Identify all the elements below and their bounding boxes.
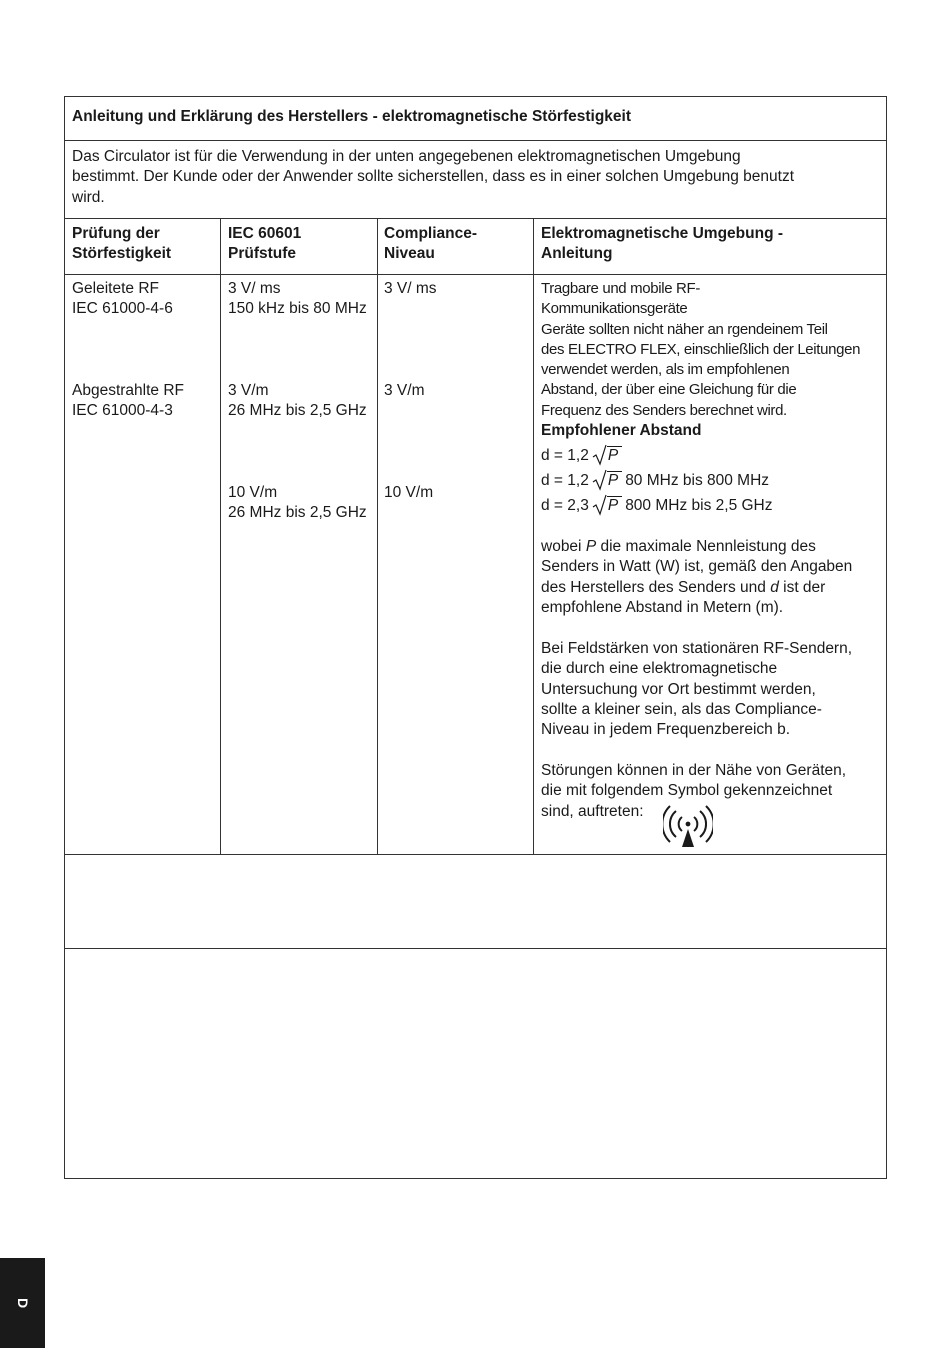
square-root-icon <box>592 446 622 466</box>
formula-lhs: d = 1,2 <box>541 447 589 464</box>
non-ionizing-radiation-icon <box>663 805 713 849</box>
header-test <box>72 224 171 265</box>
formula-3 <box>541 496 773 516</box>
header-line: Compliance- <box>384 225 478 242</box>
cell-line: Störungen können in der Nähe von Geräten, <box>541 762 847 779</box>
intro-line: wird. <box>72 188 105 206</box>
formula-lhs: d = 2,3 <box>541 497 589 514</box>
column-divider <box>377 218 378 854</box>
header-line: Prüfstufe <box>228 245 297 263</box>
cell-line: Senders in Watt (W) ist, gemäß den Angaben <box>541 558 853 576</box>
column-divider <box>220 218 221 854</box>
text-run: ist der <box>778 578 826 596</box>
square-root-icon <box>592 496 622 516</box>
formula-lhs: d = 1,2 <box>541 472 589 489</box>
cell-line: 26 MHz bis 2,5 GHz <box>228 504 367 522</box>
radicand: P <box>607 471 622 490</box>
cell-line: 26 MHz bis 2,5 GHz <box>228 402 367 420</box>
radicand: P <box>607 446 622 465</box>
divider <box>65 218 886 219</box>
cell-line: Tragbare und mobile RF- <box>541 280 700 297</box>
cell-line: die durch eine elektromagnetische <box>541 660 778 678</box>
formula-1 <box>541 446 625 466</box>
cell-line: sind, auftreten: <box>541 802 644 820</box>
compliance-conducted: 3 V/ ms <box>384 280 437 297</box>
formula-range: 80 MHz bis 800 MHz <box>625 472 770 489</box>
level-conducted <box>228 279 367 320</box>
cell-line: 3 V/ ms <box>228 280 281 297</box>
test-conducted-rf <box>72 279 173 320</box>
emc-immunity-table <box>64 96 887 1179</box>
language-tab-label: D <box>14 1297 31 1309</box>
cell-line: IEC 61000-4-6 <box>72 300 173 318</box>
column-divider <box>533 218 534 854</box>
compliance-radiated-10v: 10 V/m <box>384 484 434 501</box>
cell-line <box>541 578 852 598</box>
header-line: Prüfung der <box>72 225 160 242</box>
cell-line: verwendet werden, als im empfohlenen <box>541 361 790 379</box>
cell-line: die mit folgendem Symbol gekennzeichnet <box>541 782 833 800</box>
formula-2 <box>541 471 769 491</box>
text-run: wobei <box>541 538 586 555</box>
formula-range: 800 MHz bis 2,5 GHz <box>625 497 773 514</box>
cell-line: 10 V/m <box>228 484 278 501</box>
field-strength-paragraph <box>541 639 852 740</box>
cell-line: Abgestrahlte RF <box>72 382 184 399</box>
radicand: P <box>607 496 622 515</box>
cell-line: Geleitete RF <box>72 280 160 297</box>
cell-line: Niveau in jedem Frequenzbereich b. <box>541 721 790 739</box>
header-level <box>228 224 301 265</box>
cell-line: empfohlene Abstand in Metern (m). <box>541 598 784 616</box>
cell-line: Frequenz des Senders berechnet wird. <box>541 401 787 419</box>
header-line: Elektromagnetische Umgebung - <box>541 225 784 242</box>
cell-line: Bei Feldstärken von stationären RF-Sendern, <box>541 640 853 657</box>
intro-line: bestimmt. Der Kunde oder der Anwender sollte sicherstellen, dass es in einer solchen Umgebung benutzt <box>72 168 795 186</box>
test-radiated-rf <box>72 381 184 422</box>
cell-line: sollte a kleiner sein, als das Compliance- <box>541 700 822 718</box>
language-tab <box>0 1258 45 1348</box>
divider <box>65 854 886 855</box>
cell-line: des ELECTRO FLEX, einschließlich der Leitungen <box>541 340 861 358</box>
cell-line: 150 kHz bis 80 MHz <box>228 300 367 318</box>
cell-line: Kommunikationsgeräte <box>541 300 688 318</box>
cell-line: Untersuchung vor Ort bestimmt werden, <box>541 680 816 698</box>
intro-text <box>72 147 794 208</box>
environment-intro <box>541 279 860 421</box>
header-line: Niveau <box>384 245 435 263</box>
recommended-distance-heading: Empfohlener Abstand <box>541 422 702 439</box>
header-line: Anleitung <box>541 245 613 263</box>
divider <box>65 140 886 141</box>
text-run: des Herstellers des Senders und <box>541 578 771 596</box>
header-environment <box>541 224 783 265</box>
divider <box>65 948 886 949</box>
divider <box>65 274 886 275</box>
cell-line: 3 V/m <box>228 382 269 399</box>
cell-line <box>541 537 852 557</box>
text-run: P <box>585 538 597 555</box>
level-radiated-10v <box>228 483 367 524</box>
header-line: IEC 60601 <box>228 225 302 242</box>
compliance-radiated-3v: 3 V/m <box>384 382 425 399</box>
square-root-icon <box>592 471 622 491</box>
cell-line: Geräte sollten nicht näher an rgendeinem Teil <box>541 320 828 338</box>
cell-line: IEC 61000-4-3 <box>72 402 173 420</box>
where-paragraph <box>541 537 852 618</box>
table-title: Anleitung und Erklärung des Herstellers - elektromagnetische Störfestigkeit <box>72 108 631 125</box>
header-compliance <box>384 224 477 265</box>
intro-line: Das Circulator ist für die Verwendung in der unten angegebenen elektromagnetischen Umgebung <box>72 148 741 165</box>
level-radiated-3v <box>228 381 367 422</box>
header-line: Störfestigkeit <box>72 245 172 263</box>
text-run: d <box>770 578 779 596</box>
text-run: die maximale Nennleistung des <box>596 538 816 555</box>
cell-line: Abstand, der über eine Gleichung für die <box>541 381 797 399</box>
